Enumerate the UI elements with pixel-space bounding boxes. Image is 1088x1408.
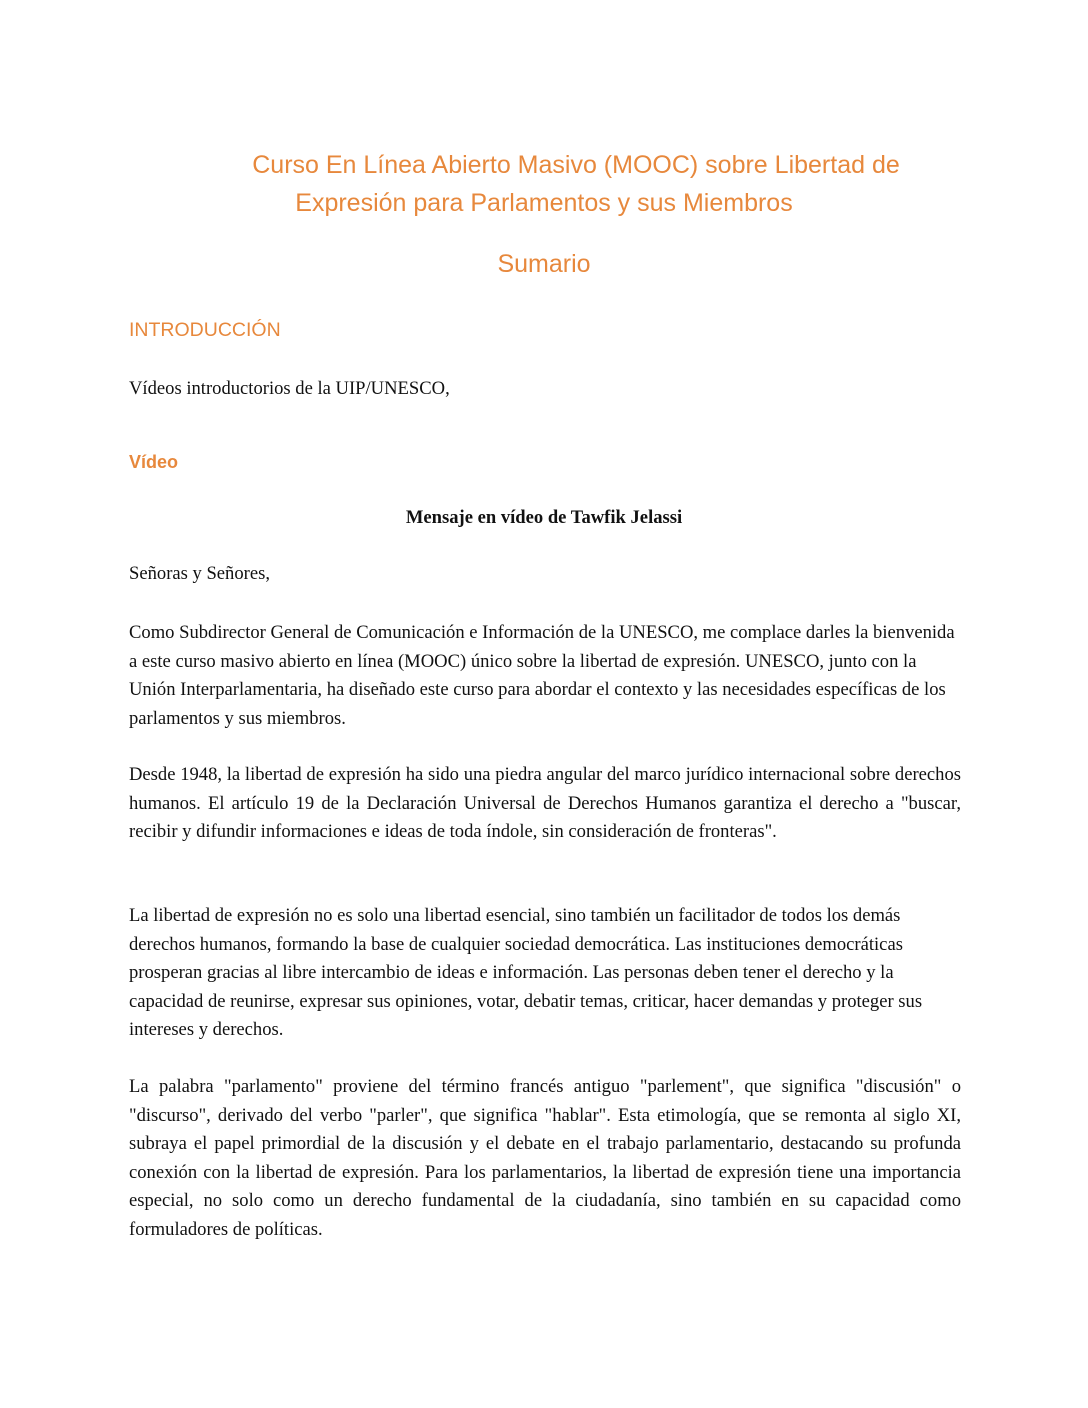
paragraph-4: La palabra "parlamento" proviene del término francés antiguo "parlement", que significa "discusión" o "discurso", derivado del verbo "parler", que significa "hablar". Esta etimología, que se remonta al siglo XI, subraya el papel primordial de la discusión y el debate en el trabajo parlamentario, destacando su profunda conexión con la libertad de expresión. Para los parlamentarios, la libertad de expresión tiene una importancia especial, no solo como un derecho fundamental de la ciudadanía, sino también en su capacidad como formuladores de políticas. xyxy=(129,1076,961,1240)
paragraph-2: Desde 1948, la libertad de expresión ha sido una piedra angular del marco jurídico internacional sobre derechos humanos. El artículo 19 de la Declaración Universal de Derechos Humanos garantiza el derecho a "buscar, recibir y difundir informaciones e ideas de toda índole, sin consideración de fronteras". xyxy=(129,764,961,843)
greeting: Señoras y Señores, xyxy=(129,563,270,584)
video-label: Vídeo xyxy=(129,452,179,472)
document-subtitle: Sumario xyxy=(497,250,591,278)
intro-text: Vídeos introductorios de la UIP/UNESCO, xyxy=(129,378,450,399)
paragraph-3: La libertad de expresión no es solo una libertad esencial, sino también un facilitador de todos los demás derechos humanos, formando la base de cualquier sociedad democrática. Las instituciones democráticas prosperan gracias al libre intercambio de ideas e información. Las personas deben tener el derecho y la capacidad de reunirse, expresar sus opiniones, votar, debatir temas, criticar, hacer demandas y proteger sus intereses y derechos. xyxy=(129,905,923,1041)
document-title-line-2: Expresión para Parlamentos y sus Miembros xyxy=(295,189,793,217)
document-title-line-1: Curso En Línea Abierto Masivo (MOOC) sobre Libertad de xyxy=(252,151,900,179)
video-title: Mensaje en vídeo de Tawfik Jelassi xyxy=(405,507,683,528)
section-heading: INTRODUCCIÓN xyxy=(129,319,281,341)
paragraph-1: Como Subdirector General de Comunicación e Información de la UNESCO, me complace darles la bienvenida a este curso masivo abierto en línea (MOOC) único sobre la libertad de expresión. UNESCO, junto con la Unión Interparlamentaria, ha diseñado este curso para abordar el contexto y las necesidades específicas de los parlamentos y sus miembros. xyxy=(129,622,955,729)
